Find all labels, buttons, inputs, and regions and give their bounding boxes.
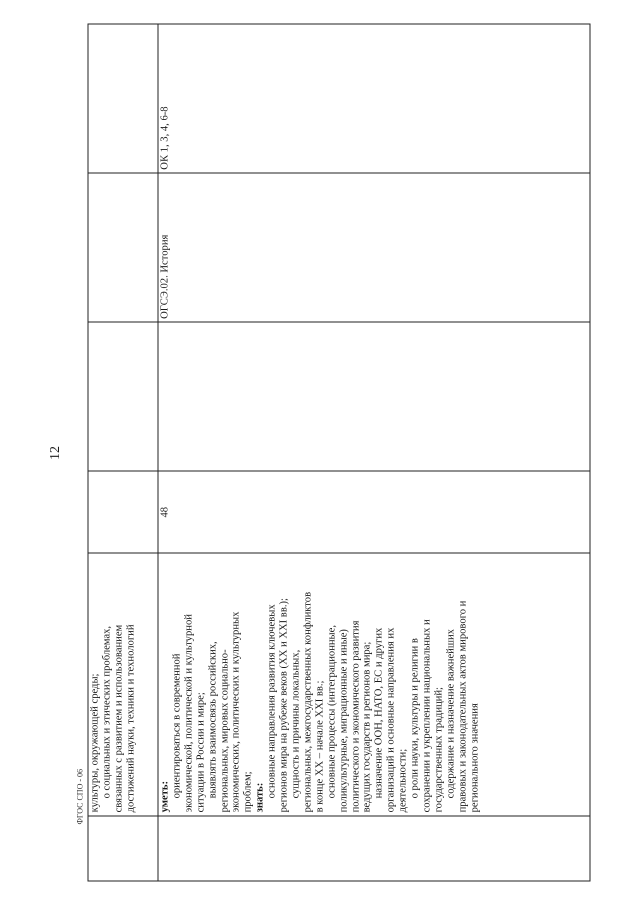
content-line: основные процессы (интеграционные, [326, 625, 338, 799]
content-line: содержание и назначение важнейших [445, 629, 457, 799]
hours-cell [158, 472, 590, 553]
continuation-line: связанных с развитием и использованием [113, 624, 125, 813]
index-cell-top [88, 816, 158, 881]
curriculum-table [88, 24, 591, 882]
content-line: о роли науки, культуры и религии в [409, 638, 421, 799]
discipline-name: ОГСЭ.02. История [159, 234, 171, 319]
content-line: политического и экономического развития [350, 620, 361, 813]
content-line: региональных, межгосударственных конфликтов [302, 591, 314, 813]
content-line: поликультурные, миграционные и иные) [338, 629, 350, 813]
discipline-cell-top [88, 173, 158, 322]
content-line: ведущих государств и регионов мира; [361, 641, 373, 813]
discipline-cell [158, 173, 590, 322]
content-line: в конце XX – начале XXI вв.; [314, 680, 326, 813]
competency-cell [158, 24, 590, 173]
blank-cell [158, 322, 590, 471]
history-row [158, 24, 590, 881]
content-line: ситуации в России и мире; [195, 692, 207, 813]
content-cell [158, 553, 590, 816]
content-line: деятельности; [397, 748, 409, 813]
continuation-lines [90, 556, 138, 812]
content-line: сохранении и укреплении национальных и [421, 619, 433, 813]
content-line: экономических, политических и культурных [230, 611, 242, 813]
hours-value: 48 [159, 506, 171, 518]
footer-code: ФГОС СПО - 06 [75, 768, 85, 825]
blank-cell-top [88, 322, 158, 471]
content-line: основные направления развития ключевых [266, 604, 278, 799]
continuation-row [88, 24, 158, 881]
content-line: организаций и основные направления их [385, 627, 397, 813]
content-line: назначение ООН, НАТО, ЕС и других [373, 627, 385, 799]
content-line: государственных традиций; [433, 687, 445, 813]
continuation-cell [88, 553, 158, 816]
hours-cell-top [88, 472, 158, 553]
content-line: регионального значения [469, 703, 481, 813]
content-line: проблем; [242, 771, 254, 813]
content-lines [160, 556, 481, 812]
index-cell [158, 816, 590, 881]
rotated-table-wrapper [88, 24, 591, 882]
content-line: правовых и законодательных актов мирового и [457, 600, 469, 813]
competency-codes: ОК 1, 3, 4, 6-8 [159, 106, 171, 170]
continuation-line: достижений науки, техники и технологий [125, 624, 137, 813]
competency-cell-top [88, 24, 158, 173]
section-heading: знать: [254, 782, 266, 813]
page-number: 12 [48, 446, 63, 460]
content-line: сущность и причины локальных, [290, 649, 302, 799]
continuation-line: о социальных и этических проблемах, [101, 625, 113, 799]
content-line: экономической, политической и культурной [183, 614, 195, 813]
content-line: выявлять взаимосвязь российских, [207, 641, 219, 799]
content-line: регионов мира на рубеже веков (XX и XXI вв.); [278, 598, 290, 813]
section-heading: уметь: [159, 781, 171, 813]
continuation-line: культуры, окружающей среды; [89, 673, 101, 813]
content-line: ориентироваться в современной [171, 653, 183, 799]
content-line: региональных, мировых социально- [219, 649, 231, 813]
